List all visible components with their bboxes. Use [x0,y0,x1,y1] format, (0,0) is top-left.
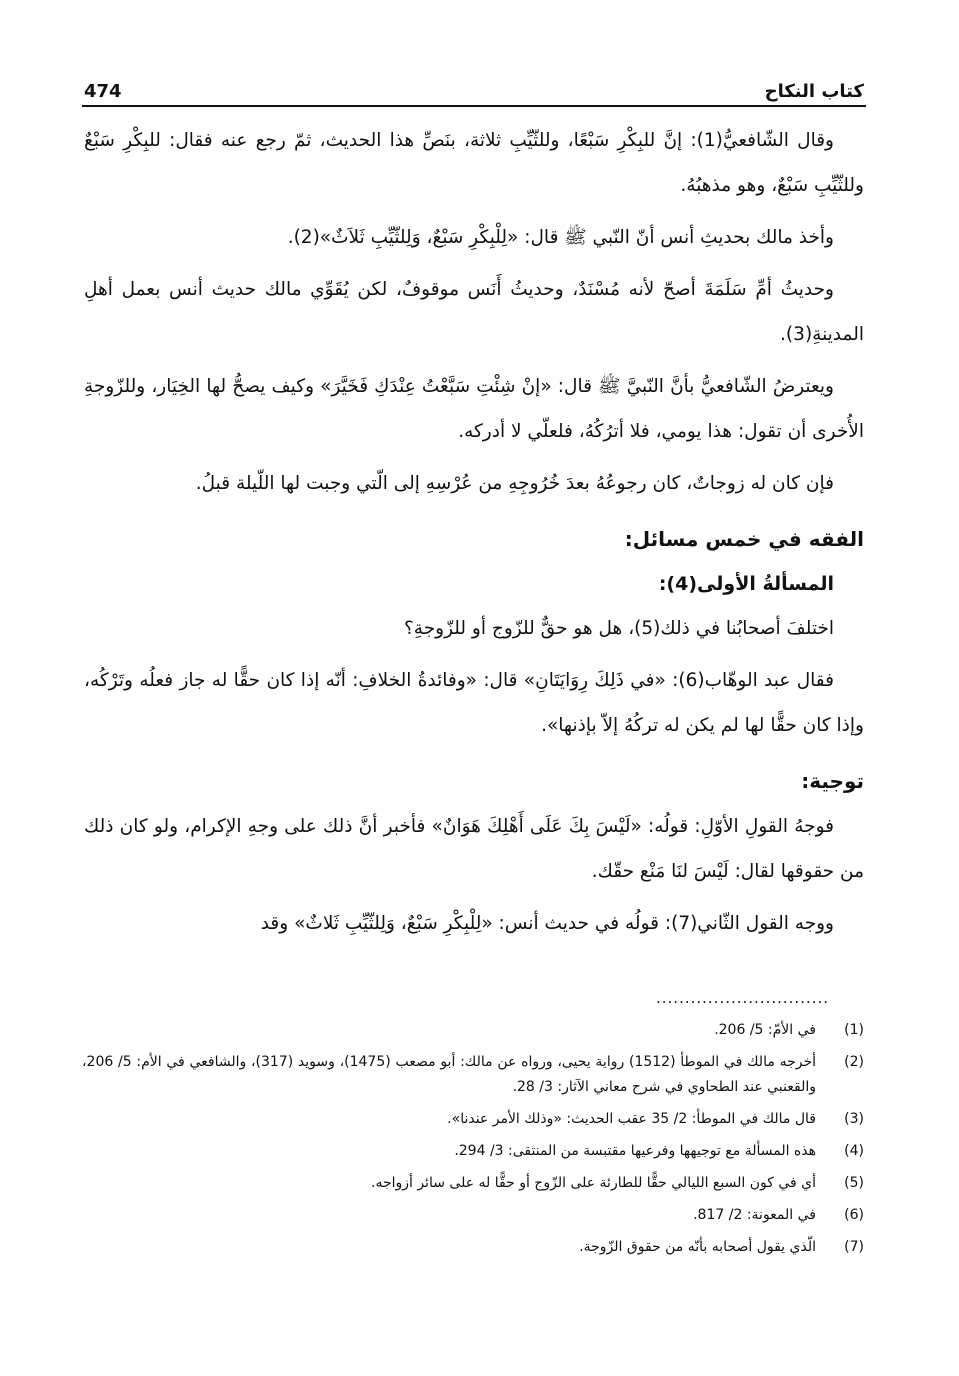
footnote-text: في الأمّ: 5/ 206. [714,1022,816,1038]
footnote-number: (1) [844,1022,864,1038]
header-rule [82,105,866,107]
paragraph-2: وأخذ مالك بحديثِ أنس أنّ النّبي ﷺ قال: «لِلْبِكْرِ سَبْعٌ، وَلِلثّيِّبِ ثَلاَثٌ»(2). [287,227,834,248]
paragraph-8: فوجهُ القولِ الأوّلِ: قولُه: «لَيْسَ بِكَ عَلَى أَهْلِكَ هَوَانٌ» فأخبر أنَّ ذلك على وجهِ الإكرام، ولو كان ذلك من حقوقها لقال: لَيْسَ لنَا مَنْع حقّك. [84,816,864,882]
footnote-number: (7) [844,1239,864,1255]
paragraph-7: فقال عبد الوهّاب(6): «في ذَلِكَ رِوَايَتَانِ» قال: «وفائدةُ الخلافِ: أنّه إذا كان حقًّا له جاز فعلُه وتَرْكُه، وإذا كان حقًّا لها لم يكن له تركُهُ إلاّ بإذنها». [84,670,864,736]
page-number: 474 [84,81,122,102]
footnote-text: أخرجه مالك في الموطأ (1512) رواية يحيى، ورواه عن مالك: أبو مصعب (1475)، وسويد (317)، والشافعي في الأم: 5/ 206، والقعنبي عند الطحاوي في شرح معاني الآثار: 3/ 28. [82,1054,817,1095]
paragraph-9: ووجه القول الثّاني(7): قولُه في حديث أنس: «لِلْبِكْرِ سَبْعٌ، وَلِلثّيِّبِ ثَلاثٌ» وقد [260,913,834,934]
footnote-number: (6) [844,1207,864,1223]
footnote-text: في المعونة: 2/ 817. [693,1207,816,1223]
subheading-first-issue: المسألةُ الأولى(4): [658,573,834,595]
footnote-separator: .............................. [656,989,830,1007]
footnote-item [82,1171,864,1196]
paragraph-4: ويعترضُ الشّافعيُّ بأنَّ النّبيَّ ﷺ قال: «إنْ شِئْتِ سَبَّعْتُ عِنْدَكِ فَخَيَّرَ» وكيف يصحُّ لها الخِيَار، وللزّوجةِ الأُخرى أن تقول: هذا يومي، فلا أترُكُهُ، فلعلّي لا أدركه. [84,376,864,442]
running-title: كتاب النكاح [764,81,864,102]
footnote-text: الّذي يقول أصحابه بأنّه من حقوق الزّوجة. [579,1239,816,1255]
footnote-item [82,1107,864,1132]
footnote-text: أي في كون السبع الليالي حقًّا للطارئة على الزّوج أو حقًّا له على سائر أزواجه. [371,1175,816,1191]
footnote-item [82,1203,864,1228]
footnote-text: قال مالك في الموطأ: 2/ 35 عقب الحديث: «وذلك الأمر عندنا». [447,1111,816,1127]
section-heading-fiqh: الفقه في خمس مسائل: [624,527,864,551]
paragraph-3: وحديثُ أمِّ سَلَمَةَ أصحّ لأنه مُسْنَدٌ، وحديثُ أَنَس موقوفٌ، لكن يُقَوِّي مالك حديث أنس بعمل أهلِ المدينةِ(3). [84,279,864,345]
footnote-item [82,1050,864,1100]
footnote-number: (5) [844,1175,864,1191]
paragraph-1: وقال الشّافعيُّ(1): إنَّ للبِكْرِ سَبْعًا، وللثّيِّبِ ثلاثة، بنَصِّ هذا الحديث، ثمّ رجع عنه فقال: للبِكْرِ سَبْعٌ وللثّيِّبِ سَبْعٌ، وهو مذهبُهُ. [84,130,864,196]
footnote-item [82,1139,864,1164]
footnote-number: (3) [844,1111,864,1127]
page-header [84,70,864,102]
paragraph-6: اختلفَ أصحابُنا في ذلك(5)، هل هو حقٌّ للزّوج أو للزّوجةِ؟ [403,618,834,639]
footnote-number: (2) [844,1054,864,1070]
main-text [84,118,864,953]
footnotes [82,1018,864,1267]
footnote-item [82,1235,864,1260]
footnote-text: هذه المسألة مع توجيهها وفرعيها مقتبسة من المنتقى: 3/ 294. [454,1143,816,1159]
section-heading-tawjih: توجية: [801,769,864,793]
footnote-item [82,1018,864,1043]
footnote-number: (4) [844,1143,864,1159]
paragraph-5: فإن كان له زوجاتٌ، كان رجوعُهُ بعدَ خُرُوجِهِ من عُرْسِهِ إلى الّتي وجبت لها اللّيلة قبلُ. [195,473,834,494]
